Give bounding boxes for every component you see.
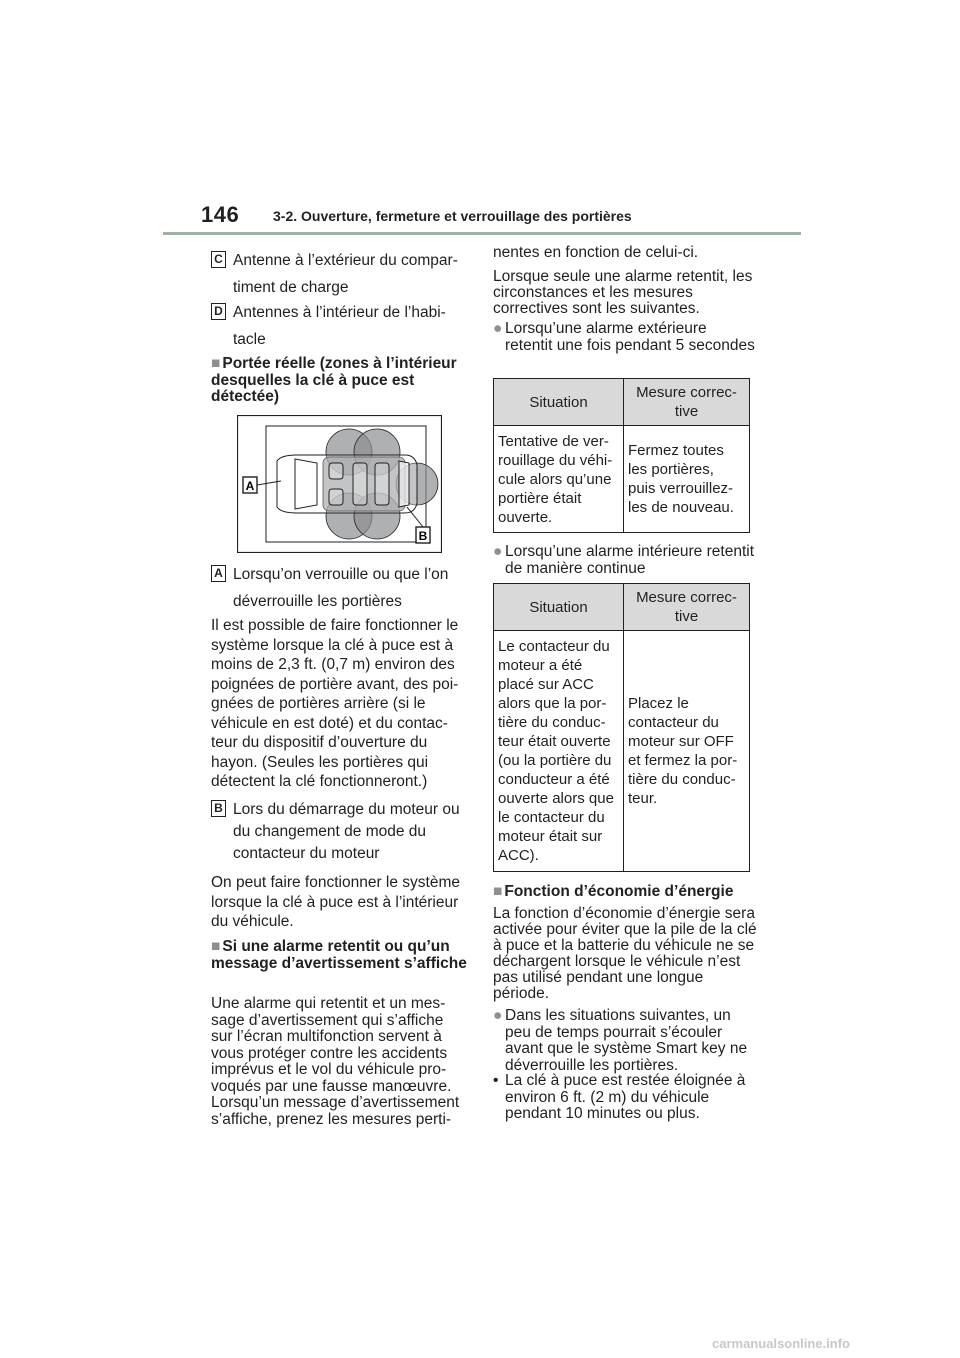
table-row <box>494 426 750 533</box>
table-cell-measure: Placez le contacteur du moteur sur OFF et fermez la por-tière du conduc-teur. <box>624 631 750 872</box>
square-bullet-icon: ■ <box>493 883 503 900</box>
table-header-row <box>494 379 750 426</box>
item-d-line2: tacle <box>233 331 266 348</box>
heading-alarm-text: Si une alarme retentit ou qu’un message d’avertissement s’affiche <box>211 938 467 972</box>
paragraph-inside-vehicle: On peut faire fonctionner le système lorsque la clé à puce est à l’intérieur du véhicule. <box>211 874 460 930</box>
section-heading-energy <box>493 883 758 902</box>
paragraph-energy-saving: La fonction d’économie d’énergie sera activée pour éviter que la pile de la clé à puce et la batterie du véhicule ne se déchargent lorsque le véhicule n’est pas utilisé pendant une longue période. <box>493 905 757 1002</box>
chapter-title: 3-2. Ouverture, fermeture et verrouillage des portières <box>273 208 632 224</box>
paragraph-continued: nentes en fonction de celui-ci. <box>493 244 699 261</box>
item-b-line3: contacteur du moteur <box>233 845 380 862</box>
item-c-line1: Antenne à l’extérieur du compar- <box>233 252 458 269</box>
bullet-interior-alarm <box>493 543 755 577</box>
table-header-measure: Mesure correc-tive <box>624 379 750 426</box>
item-c-text <box>233 249 473 299</box>
bullet-energy-situations-text: Dans les situations suivantes, un peu de temps pourrait s’écouler avant que le système Smart key ne déverrouille les portières. <box>505 1007 748 1074</box>
label-a-tag: A <box>211 565 226 582</box>
paragraph-alarm-only: Lorsque seule une alarme retentit, les circonstances et les mesures correctives sont les suivantes. <box>493 268 753 317</box>
table-row <box>494 631 750 872</box>
item-a-line2: déverrouille les portières <box>233 593 402 610</box>
bullet-exterior-alarm <box>493 320 755 354</box>
heading-energy-text: Fonction d’économie d’énergie <box>504 883 734 900</box>
square-bullet-icon: ■ <box>211 938 221 955</box>
bullet-energy-situations <box>493 1007 755 1074</box>
table-cell-situation: Tentative de ver-rouillage du véhi-cule alors qu’une portière était ouverte. <box>494 426 624 533</box>
label-b-tag: B <box>211 800 226 817</box>
item-b-line1: Lors du démarrage du moteur ou <box>233 801 460 818</box>
header-rule <box>163 232 801 235</box>
round-bullet-icon: ● <box>493 1007 503 1024</box>
table-cell-measure: Fermez toutes les portières, puis verrouillez-les de nouveau. <box>624 426 750 533</box>
table-header-situation: Situation <box>494 379 624 426</box>
bullet-exterior-alarm-text: Lorsqu’une alarme extérieure retentit une fois pendant 5 secondes <box>505 320 755 354</box>
figure-tag-a-text: A <box>245 479 255 493</box>
item-a-text <box>233 563 473 613</box>
dash-bullet-icon: • <box>493 1072 499 1089</box>
dash-item-key-away <box>493 1072 755 1123</box>
item-d-text <box>233 301 473 351</box>
figure-tag-b-text: B <box>418 529 428 543</box>
heading-range-text: Portée réelle (zones à l’intérieur desquelles la clé à puce est détectée) <box>211 355 457 405</box>
table-cell-situation: Le contacteur du moteur a été placé sur ACC alors que la por-tière du conduc-teur était ouverte (ou la portière du conducteur a été ouverte alors que le contacteur du moteur était sur ACC). <box>494 631 624 872</box>
item-a-line1: Lorsqu’on verrouille ou que l’on <box>233 566 449 583</box>
car-outline-icon <box>277 455 417 513</box>
table-header-row <box>494 584 750 631</box>
paragraph-alarm-intro: Une alarme qui retentit et un mes-sage d’avertissement qui s’affiche sur l’écran multifonction servent à vous protéger contre les accidents imprévus et le vol du véhicule pro-voqués par une fausse manœuvre. Lorsqu’un message d’avertissement s’affiche, prenez les mesures perti- <box>211 995 460 1128</box>
label-c-tag: C <box>211 251 226 268</box>
bullet-interior-alarm-text: Lorsqu’une alarme intérieure retentit de manière continue <box>505 543 754 577</box>
section-heading-range <box>211 356 473 406</box>
detection-range-figure <box>237 415 442 553</box>
round-bullet-icon: ● <box>493 320 503 337</box>
paragraph-range-detail: Il est possible de faire fonctionner le système lorsque la clé à puce est à moins de 2,3 ft. (0,7 m) environ des poignées de portière avant, des poi-gnées de portières arrière (si le véhicule en est doté) et du contac-teur du dispositif d’ouverture du hayon. (Seules les portières qui détectent la clé fonctionneront.) <box>211 617 459 790</box>
table-header-measure: Mesure correc-tive <box>624 584 750 631</box>
watermark: carmanualsonline.info <box>712 1336 850 1351</box>
item-b-text <box>233 798 473 865</box>
square-bullet-icon: ■ <box>211 355 221 372</box>
round-bullet-icon: ● <box>493 543 503 560</box>
table-header-situation: Situation <box>494 584 624 631</box>
section-heading-alarm <box>211 939 473 972</box>
page-number: 146 <box>201 202 240 227</box>
item-d-line1: Antennes à l’intérieur de l’habi- <box>233 304 446 321</box>
label-d-tag: D <box>211 303 226 320</box>
item-c-line2: timent de charge <box>233 279 349 296</box>
alarm-table-interior <box>493 583 750 872</box>
dash-item-key-away-text: La clé à puce est restée éloignée à environ 6 ft. (2 m) du véhicule pendant 10 minutes ou plus. <box>505 1072 746 1122</box>
alarm-table-exterior <box>493 378 750 533</box>
item-b-line2: du changement de mode du <box>233 823 427 840</box>
